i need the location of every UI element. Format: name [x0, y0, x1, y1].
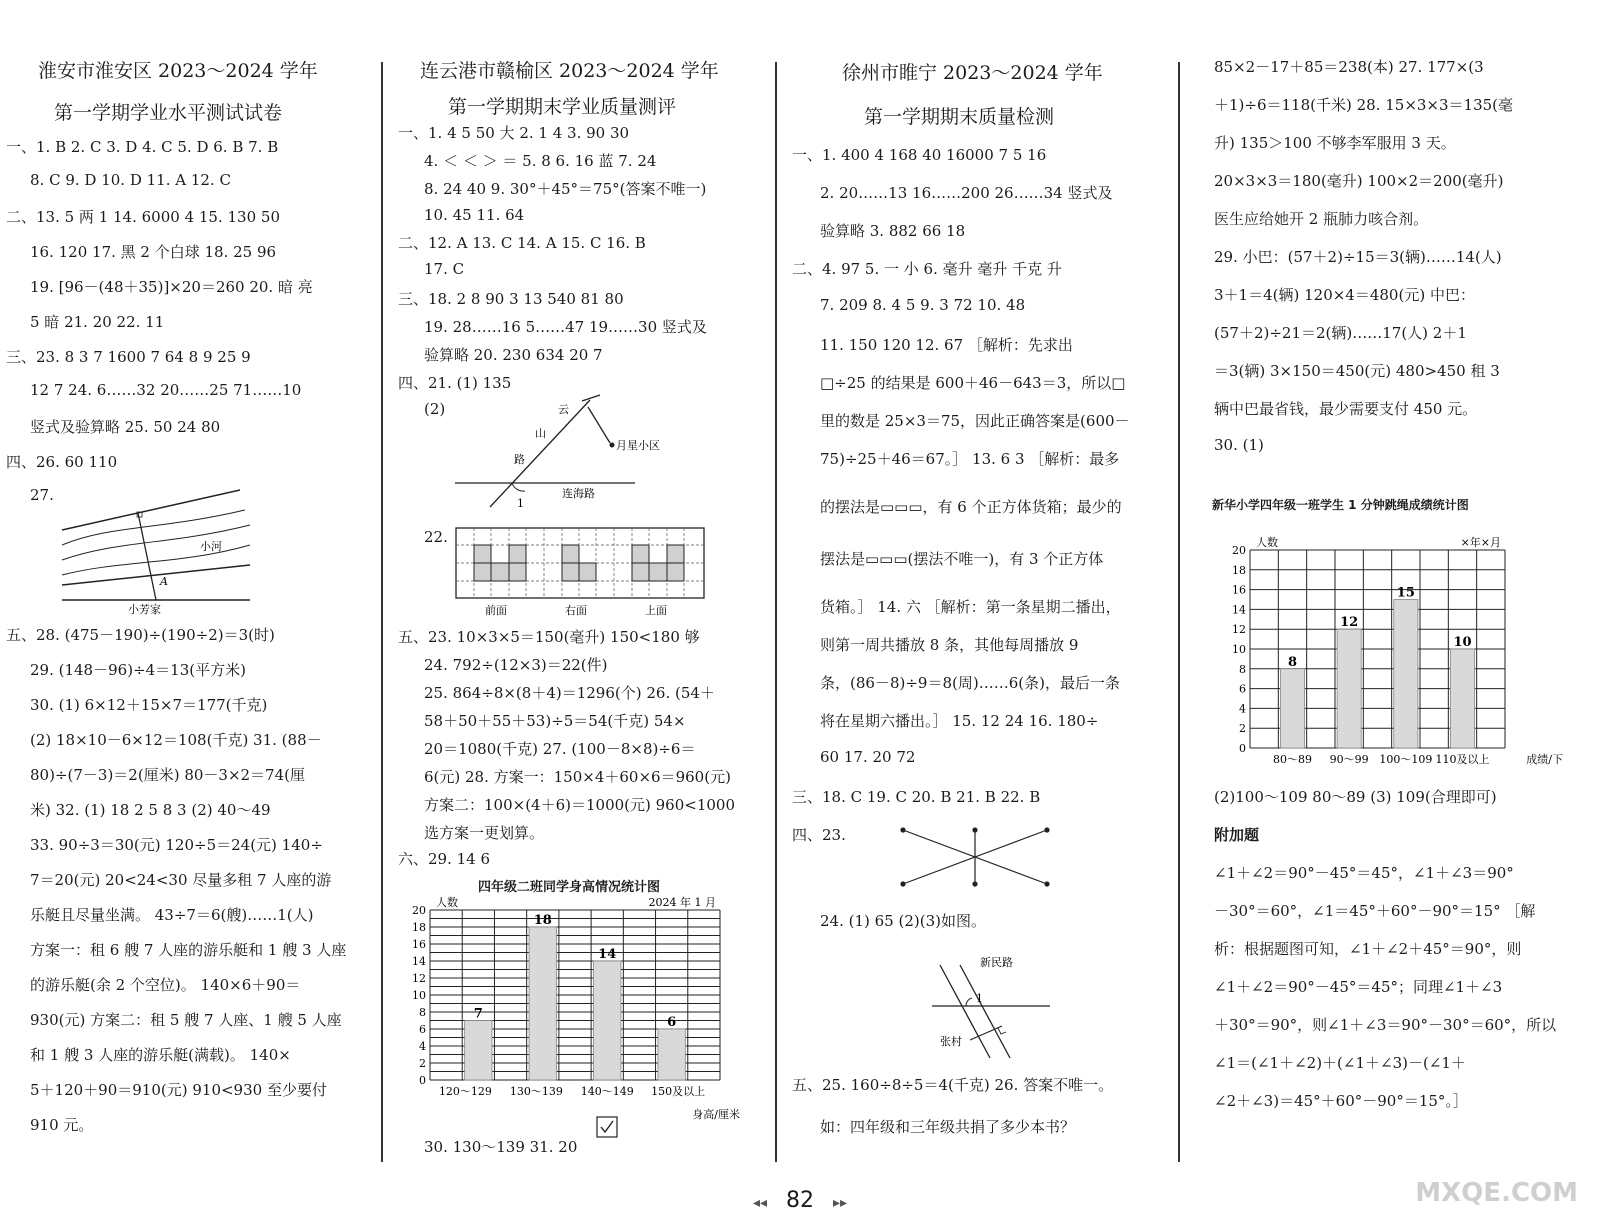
answer-line: 930(元) 方案二：租 5 艘 7 人座、1 艘 5 人座	[30, 1011, 342, 1029]
x-tick-label: 120～129	[438, 1085, 492, 1098]
column-divider-1	[381, 62, 383, 1162]
coast-road-label: 连海路	[562, 487, 595, 500]
answer-line: 四、21. (1) 135	[398, 374, 512, 392]
bar	[1450, 649, 1474, 748]
y-tick-label: 4	[419, 1040, 426, 1053]
col1-title-line1: 淮安市淮安区 2023～2024 学年	[38, 60, 318, 82]
bar	[465, 1021, 492, 1081]
height-bar-chart	[395, 890, 760, 1125]
watermark-logo: MXQE.COM	[1415, 1178, 1578, 1208]
x-tick-label: 150及以上	[651, 1085, 706, 1098]
answer-line: 货箱。］ 14. 六 ［解析：第一条星期二播出，	[820, 598, 1121, 616]
y-tick-label: 12	[412, 972, 426, 985]
answer-line: 17. C	[424, 260, 465, 278]
y-tick-label: 20	[412, 904, 426, 917]
x-tick-label: 130～139	[509, 1085, 563, 1098]
y-tick-label: 2	[419, 1057, 426, 1070]
y-tick-label: 16	[412, 938, 426, 951]
bar-value-label: 7	[473, 1006, 483, 1022]
chart-date: 2024 年 1 月	[648, 896, 716, 909]
bar-value-label: 18	[533, 913, 552, 928]
river-label: 小河	[200, 540, 222, 553]
next-page-icon[interactable]: ▸▸	[833, 1195, 848, 1211]
answer-line: 条，(86－8)÷9＝8(周)……6(条)，最后一条	[820, 674, 1120, 692]
answer-line: 一、1. 400 4 168 40 16000 7 5 16	[792, 146, 1047, 164]
x-tick-label: 110及以上	[1435, 753, 1490, 766]
answer-line: 析：根据题图可知，∠1＋∠2＋45°＝90°，则	[1214, 940, 1522, 958]
answer-line: 20×3×3＝180(毫升) 100×2＝200(毫升)	[1214, 172, 1504, 190]
answer-line: 29. 小巴：(57＋2)÷15＝3(辆)……14(人)	[1214, 248, 1502, 266]
y-axis-label: 人数	[436, 896, 458, 909]
chart2-title: 新华小学四年级一班学生 1 分钟跳绳成绩统计图	[1212, 498, 1469, 512]
answer-line: (57＋2)÷21＝2(辆)……17(人) 2＋1	[1214, 324, 1467, 342]
x-tick-label: 80～89	[1273, 753, 1312, 766]
y-tick-label: 18	[1232, 563, 1246, 577]
y-tick-label: 16	[1232, 583, 1246, 597]
bar	[1280, 669, 1304, 748]
y-tick-label: 6	[419, 1023, 426, 1036]
answer-line: 4. ＜ ＜ ＞ ＝ 5. 8 6. 16 蓝 7. 24	[424, 152, 657, 170]
answer-line: 25. 864÷8×(8＋4)＝1296(个) 26. (54＋	[424, 684, 715, 702]
answer-line: 和 1 艘 3 人座的游乐艇(满载)。 140×	[30, 1046, 291, 1064]
answer-line: 24. 792÷(12×3)＝22(件)	[424, 656, 608, 674]
answer-line: 27.	[30, 486, 54, 504]
answer-line: 竖式及验算略 25. 50 24 80	[30, 418, 221, 436]
answer-line: 58＋50＋55＋53)÷5＝54(千克) 54×	[424, 712, 686, 730]
y-tick-label: 18	[412, 921, 426, 934]
three-views-grid	[455, 527, 705, 619]
bar	[594, 961, 621, 1080]
y-tick-label: 4	[1239, 702, 1246, 716]
y-tick-label: 8	[1239, 662, 1246, 676]
answer-line: 方案一：租 6 艘 7 人座的游乐艇和 1 艘 3 人座	[30, 941, 347, 959]
answer-line: 的摆法是▭▭▭，有 6 个正方体货箱；最少的	[820, 498, 1122, 516]
page-footer	[0, 1188, 1600, 1213]
page-number: 82	[786, 1188, 814, 1213]
y-tick-label: 0	[1239, 742, 1246, 755]
x-axis-label: 成绩/下	[1526, 753, 1563, 766]
village-label: 张村	[940, 1035, 962, 1048]
x-tick-label: 140～149	[580, 1085, 634, 1098]
y-tick-label: 0	[419, 1074, 426, 1087]
column-divider-3	[1178, 62, 1180, 1162]
y-axis-label: 人数	[1256, 536, 1278, 549]
answer-line: 30. (1)	[1214, 436, 1264, 454]
col3-title-line1: 徐州市睢宁 2023～2024 学年	[842, 62, 1103, 84]
answer-line: 五、25. 160÷8÷5＝4(千克) 26. 答案不唯一。	[792, 1076, 1114, 1094]
answer-line: 辆中巴最省钱，最少需要支付 450 元。	[1214, 400, 1478, 418]
point-a-label: A	[160, 575, 168, 588]
angle-label: 1	[517, 497, 524, 510]
map-diagram	[450, 395, 660, 510]
x-axis-label: 身高/厘米	[692, 1108, 740, 1121]
answer-line: 四、26. 60 110	[6, 453, 118, 471]
answer-line: 7＝20(元) 20<24<30 尽量多租 7 人座的游	[30, 871, 332, 889]
crossing-lines-diagram	[895, 822, 1055, 892]
top-view-label: 上面	[645, 604, 667, 617]
answer-line: 升) 135＞100 不够李军服用 3 天。	[1214, 134, 1456, 152]
answer-line: 7. 209 8. 4 5 9. 3 72 10. 48	[820, 296, 1026, 314]
answer-line: 二、4. 97 5. 一 小 6. 毫升 毫升 千克 升	[792, 260, 1062, 278]
bar-value-label: 15	[1396, 585, 1415, 601]
answer-line: ＋1)÷6＝118(千米) 28. 15×3×3＝135(毫	[1214, 96, 1514, 114]
answer-line: 五、23. 10×3×5＝150(毫升) 150<180 够	[398, 628, 700, 646]
answer-line: (2)100～109 80～89 (3) 109(合理即可)	[1214, 788, 1497, 806]
answer-line: ∠2＋∠3)＝45°＋60°－90°＝15°。］	[1214, 1092, 1468, 1110]
answer-line: 29. (148－96)÷4＝13(平方米)	[30, 661, 246, 679]
answer-line: 30. 130～139 31. 20	[424, 1138, 578, 1156]
answer-line: 一、1. 4 5 50 大 2. 1 4 3. 90 30	[398, 124, 630, 142]
answer-line: ＋30°＝90°，则∠1＋∠3＝90°－30°＝60°，所以	[1214, 1016, 1557, 1034]
answer-line: 验算略 3. 882 66 18	[820, 222, 966, 240]
answer-line: 11. 150 120 12. 67 ［解析：先求出	[820, 336, 1073, 354]
right-view-label: 右面	[565, 604, 587, 617]
answer-line: 米) 32. (1) 18 2 5 8 3 (2) 40～49	[30, 801, 271, 819]
y-tick-label: 12	[1232, 623, 1246, 637]
cloud-label: 云	[558, 403, 569, 416]
answer-line: 里的数是 25×3＝75，因此正确答案是(600－	[820, 412, 1130, 430]
answer-line: 3＋1＝4(辆) 120×4＝480(元) 中巴：	[1214, 286, 1475, 304]
y-tick-label: 10	[412, 989, 426, 1002]
y-tick-label: 6	[1239, 682, 1246, 696]
answer-line: 16. 120 17. 黑 2 个白球 18. 25 96	[30, 243, 277, 261]
road-name-label: 新民路	[980, 956, 1013, 969]
y-tick-label: 14	[412, 955, 426, 968]
chart1-title: 四年级二班同学身高情况统计图	[478, 880, 661, 895]
answer-line: 三、18. C 19. C 20. B 21. B 22. B	[792, 788, 1041, 806]
answer-line: 12 7 24. 6……32 20……25 71……10	[30, 381, 302, 399]
answer-line: 10. 45 11. 64	[424, 206, 525, 224]
column-divider-2	[775, 62, 777, 1162]
answer-line: ∠1＋∠2＝90°－45°＝45°；同理∠1＋∠3	[1214, 978, 1503, 996]
y-tick-label: 10	[1232, 643, 1246, 656]
bar-value-label: 10	[1453, 635, 1472, 650]
answer-line: ∠1＋∠2＝90°－45°＝45°，∠1＋∠3＝90°	[1214, 864, 1514, 882]
y-tick-label: 14	[1232, 603, 1246, 617]
answer-line: 三、18. 2 8 90 3 13 540 81 80	[398, 290, 624, 308]
answer-line: 30. (1) 6×12＋15×7＝177(千克)	[30, 696, 268, 714]
answer-line: 22.	[424, 528, 448, 546]
answer-line: 5 暗 21. 20 22. 11	[30, 313, 165, 331]
answer-line: 的游乐艇(余 2 个空位)。 140×6＋90＝	[30, 976, 301, 994]
y-tick-label: 2	[1239, 722, 1246, 736]
answer-line: 75)÷25＋46＝67。］ 13. 6 3 ［解析：最多	[820, 450, 1120, 468]
answer-line: ＝3(辆) 3×150＝450(元) 480>450 租 3	[1214, 362, 1500, 380]
answer-line: 一、1. B 2. C 3. D 4. C 5. D 6. B 7. B	[6, 138, 279, 156]
road-diagram	[930, 950, 1055, 1065]
river-diagram	[40, 485, 260, 615]
answer-line: 选方案一更划算。	[424, 824, 545, 842]
front-view-label: 前面	[485, 604, 507, 617]
answer-line: 80)÷(7－3)＝2(厘米) 80－3×2＝74(厘	[30, 766, 305, 784]
answer-line: 乐艇且尽量坐满。 43÷7＝6(艘)……1(人)	[30, 906, 314, 924]
answer-line: 摆法是▭▭▭(摆法不唯一)，有 3 个正方体	[820, 550, 1104, 568]
rope-jump-bar-chart	[1212, 520, 1572, 780]
answer-line: 二、12. A 13. C 14. A 15. C 16. B	[398, 234, 646, 252]
bar-value-label: 12	[1340, 615, 1359, 631]
answer-line: (2) 18×10－6×12＝108(千克) 31. (88－	[30, 731, 322, 749]
answer-line: ∠1＝(∠1＋∠2)＋(∠1＋∠3)－(∠1＋	[1214, 1054, 1466, 1072]
mountain-label: 山	[535, 427, 546, 440]
answer-line: －30°＝60°，∠1＝45°＋60°－90°＝15° ［解	[1214, 902, 1536, 920]
answer-line: □÷25 的结果是 600＋46－643＝3，所以□	[820, 374, 1126, 392]
answer-line: 20＝1080(千克) 27. (100－8×8)÷6＝	[424, 740, 696, 758]
chart-date: ×年×月	[1460, 536, 1501, 549]
answer-line: 则第一周共播放 8 条，其他每周播放 9	[820, 636, 1079, 654]
prev-page-icon[interactable]: ◂◂	[752, 1195, 767, 1211]
answer-line: 三、23. 8 3 7 1600 7 64 8 9 25 9	[6, 348, 251, 366]
y-tick-label: 20	[1232, 544, 1246, 557]
community-label: 月星小区	[616, 439, 660, 452]
answer-line: 24. (1) 65 (2)(3)如图。	[820, 912, 986, 930]
answer-line: 85×2－17＋85＝238(本) 27. 177×(3	[1214, 58, 1484, 76]
answer-line: 附加题	[1214, 826, 1260, 844]
bar	[658, 1029, 685, 1080]
answer-line: 33. 90÷3＝30(元) 120÷5＝24(元) 140÷	[30, 836, 323, 854]
answer-line: 四、23.	[792, 826, 846, 844]
answer-line: 二、13. 5 两 1 14. 6000 4 15. 130 50	[6, 208, 280, 226]
answer-line: 8. 24 40 9. 30°＋45°＝75°(答案不唯一)	[424, 180, 707, 198]
answer-line: 方案二：100×(4＋6)＝1000(元) 960<1000	[424, 796, 736, 814]
angle-one-label: 1	[976, 992, 983, 1005]
col2-title-line2: 第一学期期末学业质量测评	[448, 96, 677, 118]
bar-value-label: 6	[667, 1015, 677, 1030]
bar	[1394, 600, 1418, 749]
home-label: 小芳家	[128, 603, 161, 616]
answer-line: 6(元) 28. 方案一：150×4＋60×6＝960(元)	[424, 768, 731, 786]
answer-line: 2. 20……13 16……200 26……34 竖式及	[820, 184, 1113, 202]
answer-line: 如：四年级和三年级共捐了多少本书？	[820, 1118, 1076, 1136]
bar	[529, 927, 556, 1080]
col2-title-line1: 连云港市赣榆区 2023～2024 学年	[420, 60, 719, 82]
x-tick-label: 90～99	[1329, 753, 1369, 766]
answer-line: 五、28. (475－190)÷(190÷2)＝3(时)	[6, 626, 275, 644]
col1-title-line2: 第一学期学业水平测试试卷	[54, 102, 283, 124]
answer-line: 910 元。	[30, 1116, 94, 1134]
y-tick-label: 8	[419, 1006, 426, 1019]
answer-line: 60 17. 20 72	[820, 748, 916, 766]
col3-title-line2: 第一学期期末质量检测	[864, 106, 1055, 128]
answer-line: 5＋120＋90＝910(元) 910<930 至少要付	[30, 1081, 327, 1099]
bar-value-label: 14	[598, 947, 617, 962]
bar-value-label: 8	[1287, 654, 1298, 670]
bar	[1337, 629, 1361, 748]
answer-line: (2)	[424, 400, 446, 418]
answer-line: 医生应给她开 2 瓶肺力咳合剂。	[1214, 210, 1429, 228]
answer-line: 验算略 20. 230 634 20 7	[424, 346, 603, 364]
answer-line: 19. 28……16 5……47 19……30 竖式及	[424, 318, 707, 336]
answer-line: 19. [96－(48＋35)]×20＝260 20. 暗 亮	[30, 278, 313, 296]
answer-line: 将在星期六播出。］ 15. 12 24 16. 180÷	[820, 712, 1099, 730]
road-label: 路	[514, 453, 525, 466]
answer-line: 六、29. 14 6	[398, 850, 491, 868]
answer-line: 8. C 9. D 10. D 11. A 12. C	[30, 171, 231, 189]
x-tick-label: 100～109	[1379, 753, 1433, 766]
